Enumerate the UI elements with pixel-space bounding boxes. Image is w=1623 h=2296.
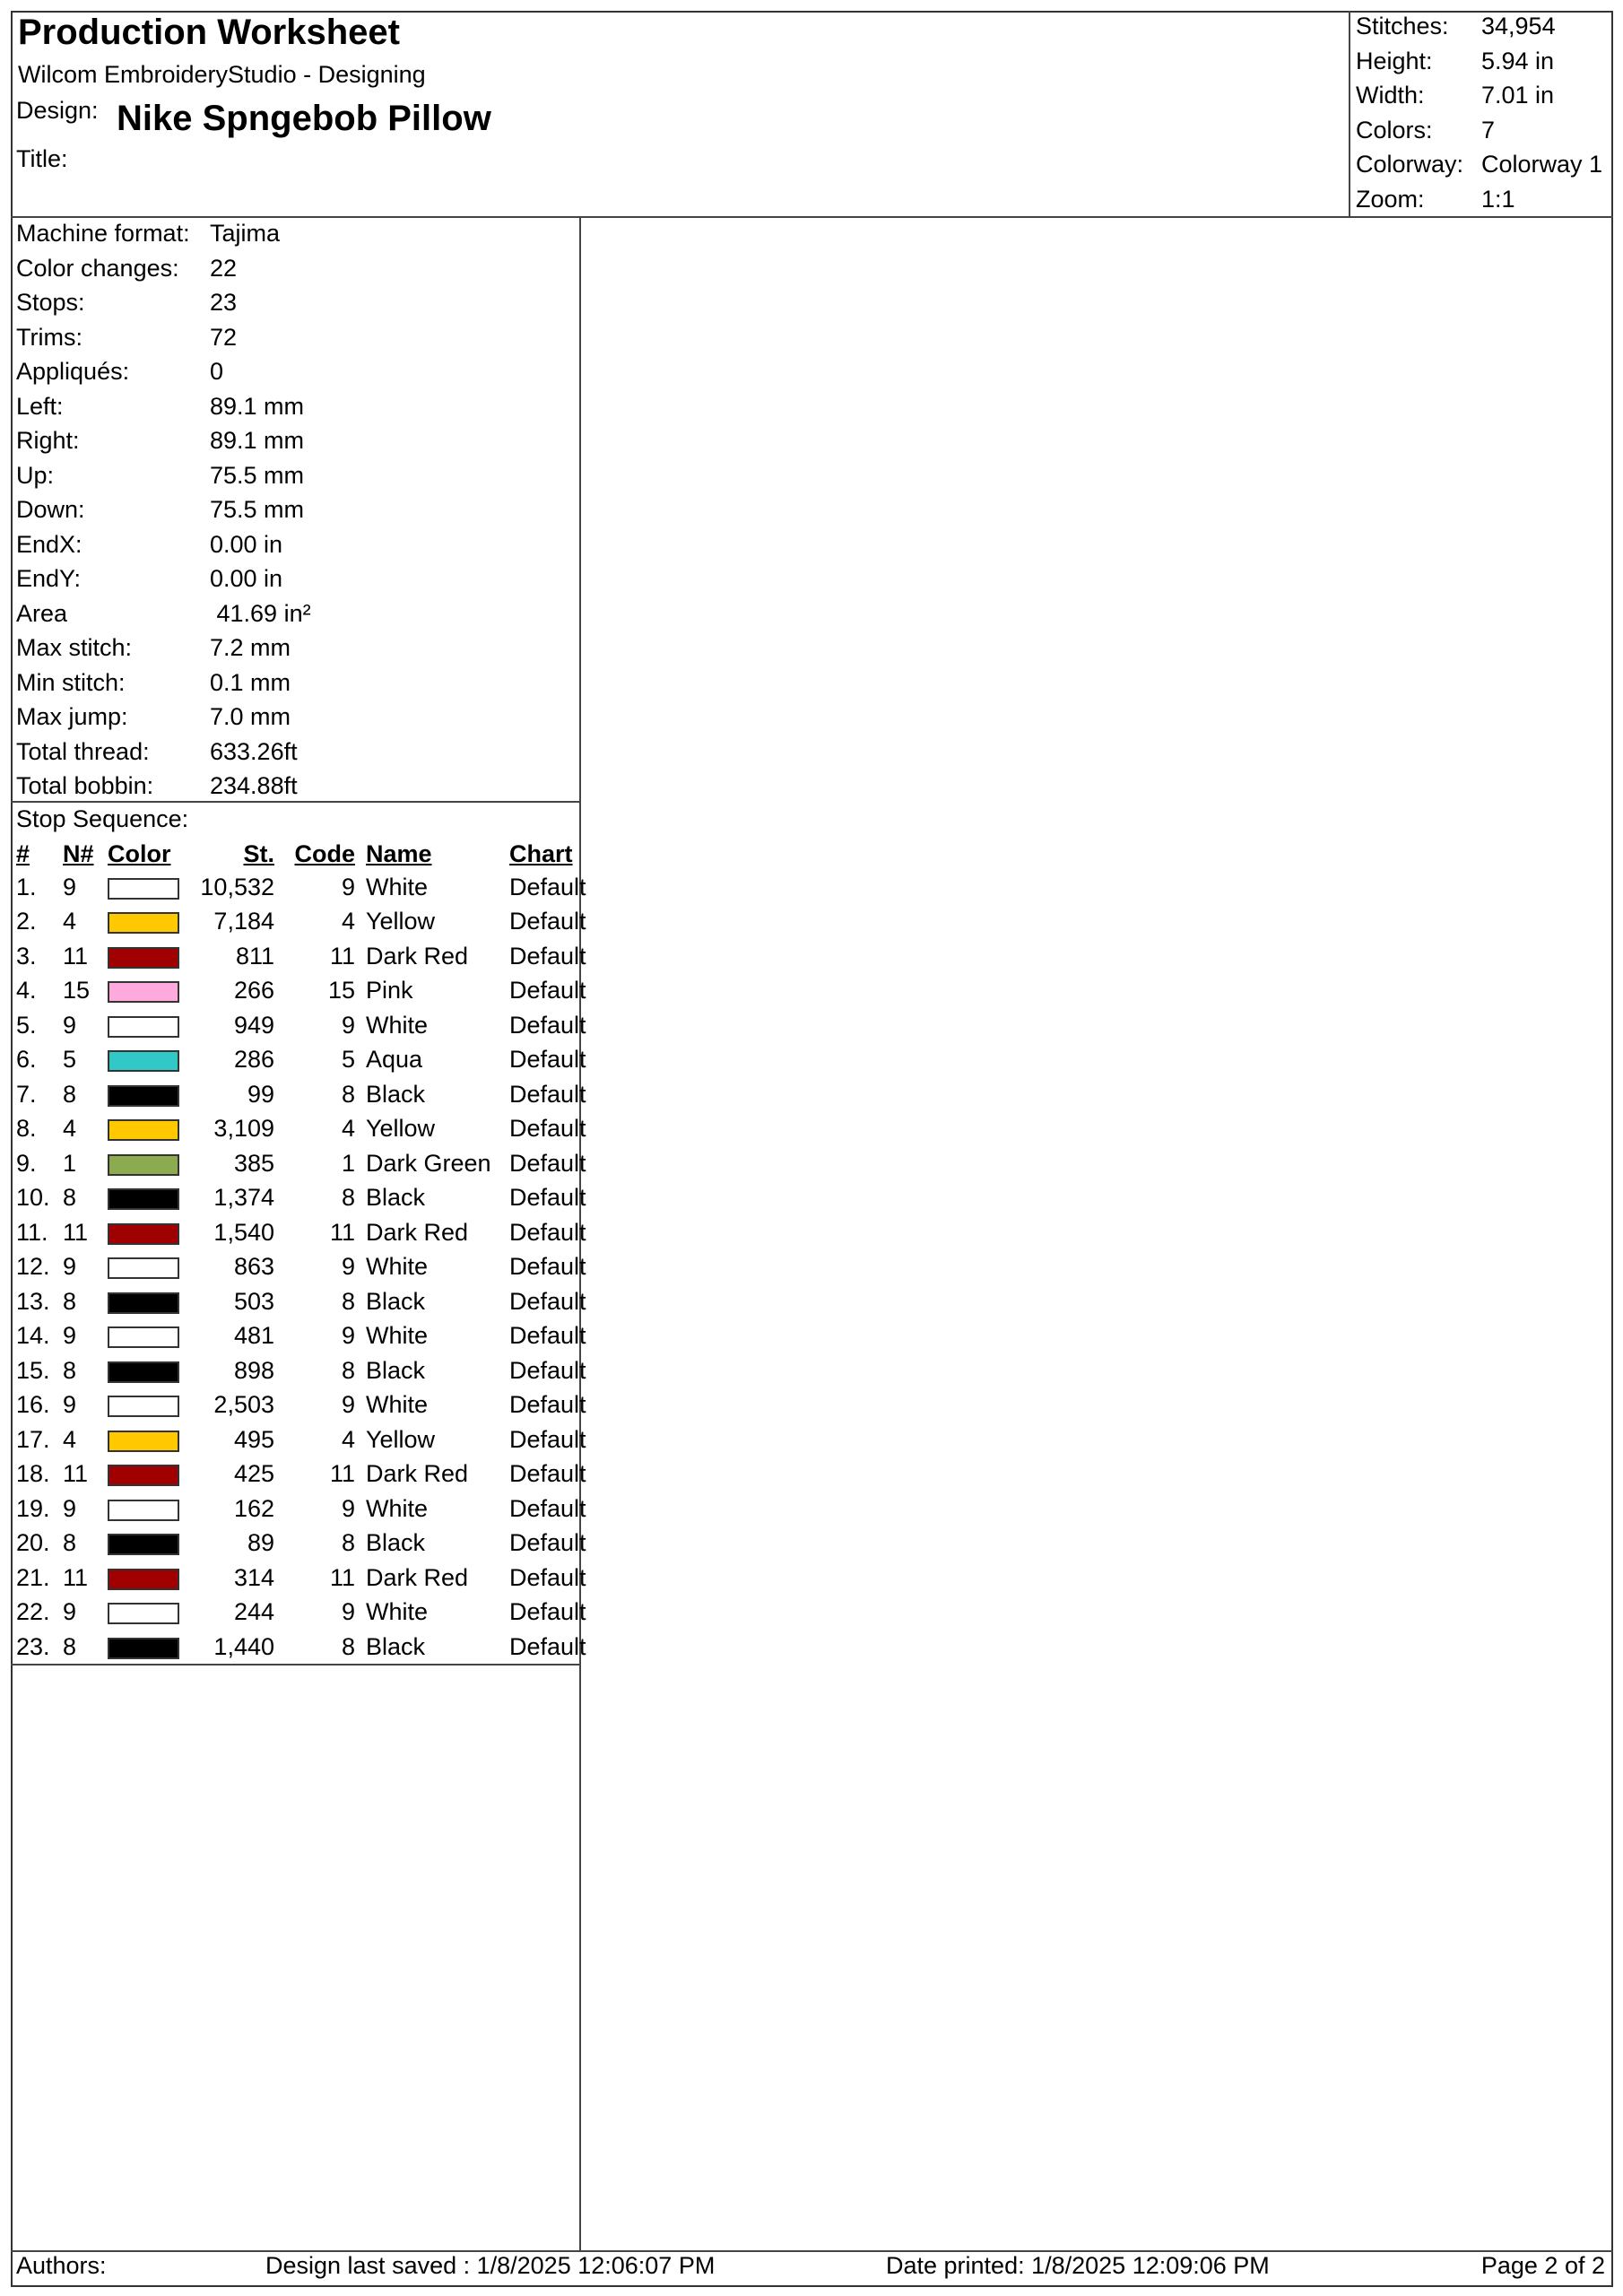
- cell-color: [108, 1146, 197, 1181]
- info-value: 89.1 mm: [210, 392, 305, 420]
- cell-index: 1.: [16, 873, 37, 900]
- summary-value: 7.01 in: [1481, 82, 1555, 109]
- cell-index: 23.: [16, 1632, 50, 1660]
- info-label: Appliqués:: [16, 358, 130, 385]
- summary-label: Width:: [1356, 82, 1425, 109]
- cell-name: Yellow: [366, 1115, 436, 1143]
- cell-color: [108, 1561, 197, 1596]
- info-value: 23: [210, 289, 238, 316]
- color-swatch: [108, 1396, 179, 1417]
- cell-code: 9: [341, 1011, 355, 1039]
- color-swatch: [108, 1465, 179, 1486]
- cell-code: 5: [341, 1046, 355, 1074]
- table-row: [13, 1146, 590, 1181]
- cell-name: White: [366, 1391, 429, 1419]
- info-label: Stops:: [16, 289, 85, 316]
- cell-chart: Default: [509, 1287, 586, 1315]
- color-swatch: [108, 1292, 179, 1314]
- cell-stitches: 949: [233, 1011, 274, 1039]
- cell-name: Black: [366, 1287, 426, 1315]
- cell-index: 19.: [16, 1494, 50, 1522]
- table-row: [13, 1526, 590, 1561]
- footer-page-number: Page 2 of 2: [1480, 2252, 1605, 2279]
- cell-stitches: 898: [233, 1356, 274, 1384]
- cell-code: 8: [341, 1632, 355, 1660]
- color-swatch: [108, 1431, 179, 1452]
- cell-chart: Default: [509, 1598, 586, 1626]
- cell-code: 9: [341, 873, 355, 900]
- cell-needle: 11: [63, 1460, 89, 1488]
- cell-needle: 4: [63, 1425, 77, 1453]
- cell-chart: Default: [509, 1425, 586, 1453]
- cell-code: 9: [341, 1322, 355, 1350]
- cell-chart: Default: [509, 1322, 586, 1350]
- cell-chart: Default: [509, 1563, 586, 1591]
- cell-name: Dark Red: [366, 1218, 469, 1246]
- cell-chart: Default: [509, 942, 586, 970]
- info-label: Max jump:: [16, 703, 128, 730]
- cell-stitches: 503: [233, 1287, 274, 1315]
- cell-index: 5.: [16, 1011, 37, 1039]
- info-value: 234.88ft: [210, 772, 298, 799]
- cell-index: 14.: [16, 1322, 50, 1350]
- table-header: [13, 838, 590, 870]
- cell-chart: Default: [509, 1184, 586, 1212]
- cell-stitches: 1,540: [213, 1218, 274, 1246]
- cell-chart: Default: [509, 1356, 586, 1384]
- summary-label: Height:: [1356, 47, 1433, 74]
- info-value: 0.00 in: [210, 530, 283, 558]
- color-swatch: [108, 1603, 179, 1624]
- cell-needle: 8: [63, 1529, 77, 1557]
- cell-name: Pink: [366, 977, 413, 1004]
- color-swatch: [108, 912, 179, 934]
- summary-label: Colors:: [1356, 116, 1433, 144]
- cell-code: 11: [329, 1460, 355, 1488]
- summary-label: Zoom:: [1356, 185, 1425, 213]
- cell-needle: 8: [63, 1080, 77, 1108]
- cell-index: 4.: [16, 977, 37, 1004]
- cell-chart: Default: [509, 1391, 586, 1419]
- cell-index: 11.: [16, 1218, 48, 1246]
- cell-color: [108, 1422, 197, 1457]
- cell-stitches: 1,374: [213, 1184, 274, 1212]
- cell-color: [108, 1457, 197, 1492]
- cell-color: [108, 1596, 197, 1631]
- cell-chart: Default: [509, 1080, 586, 1108]
- summary-divider: [1349, 11, 1350, 218]
- cell-needle: 8: [63, 1356, 77, 1384]
- cell-color: [108, 939, 197, 974]
- color-swatch: [108, 1326, 179, 1348]
- cell-stitches: 481: [233, 1322, 274, 1350]
- cell-stitches: 1,440: [213, 1632, 274, 1660]
- cell-needle: 9: [63, 1391, 77, 1419]
- info-label: Up:: [16, 461, 55, 489]
- cell-chart: Default: [509, 1632, 586, 1660]
- color-swatch: [108, 1638, 179, 1659]
- cell-index: 12.: [16, 1253, 50, 1281]
- cell-chart: Default: [509, 1529, 586, 1557]
- color-swatch: [108, 1188, 179, 1210]
- table-row: [13, 1284, 590, 1319]
- cell-chart: Default: [509, 1149, 586, 1177]
- cell-needle: 5: [63, 1046, 77, 1074]
- color-swatch: [108, 1085, 179, 1107]
- cell-needle: 8: [63, 1184, 77, 1212]
- cell-code: 11: [329, 1563, 355, 1591]
- cell-needle: 9: [63, 1322, 77, 1350]
- cell-chart: Default: [509, 1460, 586, 1488]
- cell-chart: Default: [509, 1494, 586, 1522]
- summary-value: 7: [1481, 116, 1496, 144]
- cell-index: 18.: [16, 1460, 50, 1488]
- table-row: [13, 1596, 590, 1631]
- table-row: [13, 1630, 590, 1665]
- info-value: 7.0 mm: [210, 703, 291, 730]
- color-swatch: [108, 1361, 179, 1383]
- cell-color: [108, 1215, 197, 1250]
- cell-color: [108, 1112, 197, 1147]
- cell-stitches: 244: [233, 1598, 274, 1626]
- col-index: #: [16, 839, 30, 867]
- cell-name: White: [366, 1494, 429, 1522]
- cell-name: Black: [366, 1356, 426, 1384]
- cell-needle: 9: [63, 1253, 77, 1281]
- cell-index: 21.: [16, 1563, 50, 1591]
- cell-code: 9: [341, 1598, 355, 1626]
- cell-name: Dark Red: [366, 942, 469, 970]
- color-swatch: [108, 981, 179, 1003]
- info-value: 0: [210, 358, 224, 385]
- cell-chart: Default: [509, 1046, 586, 1074]
- info-label: Max stitch:: [16, 634, 133, 661]
- cell-color: [108, 1319, 197, 1354]
- cell-color: [108, 1630, 197, 1665]
- cell-needle: 15: [63, 977, 91, 1004]
- cell-name: Dark Red: [366, 1460, 469, 1488]
- cell-needle: 1: [63, 1149, 77, 1177]
- table-row: [13, 1353, 590, 1388]
- table-row: [13, 1561, 590, 1596]
- col-chart: Chart: [509, 839, 573, 867]
- cell-code: 8: [341, 1529, 355, 1557]
- cell-chart: Default: [509, 1218, 586, 1246]
- cell-stitches: 425: [233, 1460, 274, 1488]
- cell-stitches: 286: [233, 1046, 274, 1074]
- cell-stitches: 385: [233, 1149, 274, 1177]
- cell-index: 2.: [16, 908, 37, 935]
- summary-value: 5.94 in: [1481, 47, 1555, 74]
- cell-stitches: 2,503: [213, 1391, 274, 1419]
- cell-needle: 9: [63, 1494, 77, 1522]
- cell-needle: 4: [63, 1115, 77, 1143]
- cell-color: [108, 1077, 197, 1112]
- info-label: Down:: [16, 496, 85, 523]
- summary-value: 34,954: [1481, 13, 1556, 39]
- info-value: 89.1 mm: [210, 427, 305, 454]
- info-label: Total bobbin:: [16, 772, 154, 799]
- cell-code: 8: [341, 1356, 355, 1384]
- table-row: [13, 1077, 590, 1112]
- cell-needle: 11: [63, 1563, 89, 1591]
- cell-chart: Default: [509, 873, 586, 900]
- summary-label: Colorway:: [1356, 151, 1464, 178]
- stop-sequence-table: [13, 838, 590, 1665]
- col-code: Code: [294, 839, 355, 867]
- stop-sequence-label: Stop Sequence:: [16, 805, 189, 832]
- table-row: [13, 1112, 590, 1147]
- cell-name: White: [366, 1011, 429, 1039]
- cell-color: [108, 1388, 197, 1423]
- footer-authors: Authors:: [16, 2252, 107, 2279]
- cell-stitches: 89: [247, 1529, 274, 1557]
- cell-code: 1: [341, 1149, 355, 1177]
- cell-color: [108, 1250, 197, 1285]
- table-row: [13, 1250, 590, 1285]
- info-label: Total thread:: [16, 737, 150, 765]
- cell-needle: 9: [63, 873, 77, 900]
- cell-color: [108, 870, 197, 905]
- cell-index: 20.: [16, 1529, 50, 1557]
- cell-needle: 4: [63, 908, 77, 935]
- cell-code: 4: [341, 1115, 355, 1143]
- cell-code: 4: [341, 1425, 355, 1453]
- design-name: Nike Spngebob Pillow: [117, 99, 491, 138]
- cell-index: 6.: [16, 1046, 37, 1074]
- table-row: [13, 1008, 590, 1043]
- info-label: Trims:: [16, 323, 82, 351]
- info-value: 75.5 mm: [210, 461, 305, 489]
- cell-code: 8: [341, 1287, 355, 1315]
- table-row: [13, 1043, 590, 1078]
- cell-stitches: 162: [233, 1494, 274, 1522]
- color-swatch: [108, 1569, 179, 1590]
- summary-label: Stitches:: [1356, 13, 1449, 39]
- cell-color: [108, 1492, 197, 1526]
- info-value: 7.2 mm: [210, 634, 291, 661]
- table-row: [13, 1422, 590, 1457]
- color-swatch: [108, 1257, 179, 1279]
- table-row: [13, 1388, 590, 1423]
- table-row: [13, 1181, 590, 1216]
- cell-name: White: [366, 873, 429, 900]
- info-label: Machine format:: [16, 220, 190, 247]
- cell-color: [108, 1008, 197, 1043]
- cell-stitches: 863: [233, 1253, 274, 1281]
- info-value: 72: [210, 323, 238, 351]
- color-swatch: [108, 947, 179, 969]
- cell-code: 4: [341, 908, 355, 935]
- info-label: EndY:: [16, 565, 82, 592]
- table-row: [13, 974, 590, 1009]
- cell-code: 8: [341, 1184, 355, 1212]
- cell-name: Yellow: [366, 908, 436, 935]
- cell-name: Aqua: [366, 1046, 423, 1074]
- cell-name: Black: [366, 1184, 426, 1212]
- title-label: Title:: [16, 145, 68, 172]
- cell-chart: Default: [509, 908, 586, 935]
- cell-color: [108, 905, 197, 940]
- cell-stitches: 314: [233, 1563, 274, 1591]
- color-swatch: [108, 1154, 179, 1176]
- cell-color: [108, 1181, 197, 1216]
- cell-stitches: 10,532: [200, 873, 274, 900]
- color-swatch: [108, 1016, 179, 1038]
- cell-name: Black: [366, 1080, 426, 1108]
- cell-name: Dark Red: [366, 1563, 469, 1591]
- table-row: [13, 1319, 590, 1354]
- cell-name: Black: [366, 1529, 426, 1557]
- summary-value: 1:1: [1481, 185, 1515, 213]
- cell-stitches: 3,109: [213, 1115, 274, 1143]
- info-divider: [11, 801, 581, 803]
- info-label: Area: [16, 599, 68, 627]
- cell-needle: 11: [63, 942, 89, 970]
- cell-stitches: 266: [233, 977, 274, 1004]
- cell-stitches: 811: [235, 942, 274, 970]
- cell-code: 11: [329, 942, 355, 970]
- cell-color: [108, 974, 197, 1009]
- cell-name: White: [366, 1598, 429, 1626]
- info-value: 41.69 in²: [210, 599, 311, 627]
- color-swatch: [108, 1119, 179, 1141]
- summary-value: Colorway 1: [1481, 151, 1603, 178]
- info-label: Left:: [16, 392, 64, 420]
- footer-last-saved: Design last saved : 1/8/2025 12:06:07 PM: [265, 2252, 716, 2279]
- cell-name: White: [366, 1253, 429, 1281]
- table-row: [13, 1492, 590, 1526]
- cell-index: 3.: [16, 942, 37, 970]
- cell-chart: Default: [509, 1011, 586, 1039]
- cell-color: [108, 1284, 197, 1319]
- cell-index: 16.: [16, 1391, 50, 1419]
- color-swatch: [108, 1534, 179, 1555]
- cell-index: 15.: [16, 1356, 50, 1384]
- cell-index: 22.: [16, 1598, 50, 1626]
- header-divider: [11, 216, 1613, 218]
- page-title: Production Worksheet: [18, 13, 400, 52]
- table-row: [13, 1457, 590, 1492]
- cell-index: 7.: [16, 1080, 37, 1108]
- color-swatch: [108, 1500, 179, 1521]
- cell-needle: 9: [63, 1011, 77, 1039]
- cell-index: 9.: [16, 1149, 37, 1177]
- info-label: Color changes:: [16, 254, 179, 282]
- cell-needle: 8: [63, 1287, 77, 1315]
- cell-code: 9: [341, 1253, 355, 1281]
- cell-color: [108, 1526, 197, 1561]
- cell-index: 17.: [16, 1425, 50, 1453]
- info-label: Right:: [16, 427, 80, 454]
- info-value: 75.5 mm: [210, 496, 305, 523]
- footer-date-printed: Date printed: 1/8/2025 12:09:06 PM: [886, 2252, 1270, 2279]
- cell-needle: 8: [63, 1632, 77, 1660]
- cell-code: 8: [341, 1080, 355, 1108]
- table-row: [13, 1215, 590, 1250]
- info-value: 22: [210, 254, 238, 282]
- table-row: [13, 905, 590, 940]
- cell-code: 15: [327, 977, 355, 1004]
- info-value: Tajima: [210, 220, 281, 247]
- cell-name: White: [366, 1322, 429, 1350]
- table-row: [13, 870, 590, 905]
- color-swatch: [108, 1223, 179, 1245]
- cell-stitches: 99: [247, 1080, 274, 1108]
- cell-name: Black: [366, 1632, 426, 1660]
- col-needle: N#: [63, 839, 94, 867]
- footer-divider: [11, 2250, 1613, 2252]
- col-name: Name: [366, 839, 432, 867]
- info-value: 0.00 in: [210, 565, 283, 592]
- col-color: Color: [108, 839, 171, 867]
- cell-code: 11: [329, 1218, 355, 1246]
- cell-name: Dark Green: [366, 1149, 491, 1177]
- cell-color: [108, 1353, 197, 1388]
- cell-chart: Default: [509, 1253, 586, 1281]
- cell-stitches: 7,184: [213, 908, 274, 935]
- cell-index: 10.: [16, 1184, 50, 1212]
- cell-needle: 9: [63, 1598, 77, 1626]
- cell-index: 13.: [16, 1287, 50, 1315]
- cell-name: Yellow: [366, 1425, 436, 1453]
- color-swatch: [108, 1050, 179, 1072]
- info-value: 633.26ft: [210, 737, 298, 765]
- cell-stitches: 495: [233, 1425, 274, 1453]
- cell-chart: Default: [509, 977, 586, 1004]
- stop-sequence-rows: [13, 870, 590, 1665]
- col-stitches: St.: [243, 839, 274, 867]
- software-subtitle: Wilcom EmbroideryStudio - Designing: [18, 61, 426, 88]
- cell-chart: Default: [509, 1115, 586, 1143]
- info-label: Min stitch:: [16, 668, 126, 696]
- cell-code: 9: [341, 1391, 355, 1419]
- cell-index: 8.: [16, 1115, 37, 1143]
- info-value: 0.1 mm: [210, 668, 291, 696]
- table-row: [13, 939, 590, 974]
- design-label: Design:: [16, 97, 99, 124]
- cell-code: 9: [341, 1494, 355, 1522]
- cell-needle: 11: [63, 1218, 89, 1246]
- info-label: EndX:: [16, 530, 82, 558]
- cell-color: [108, 1043, 197, 1078]
- color-swatch: [108, 878, 179, 900]
